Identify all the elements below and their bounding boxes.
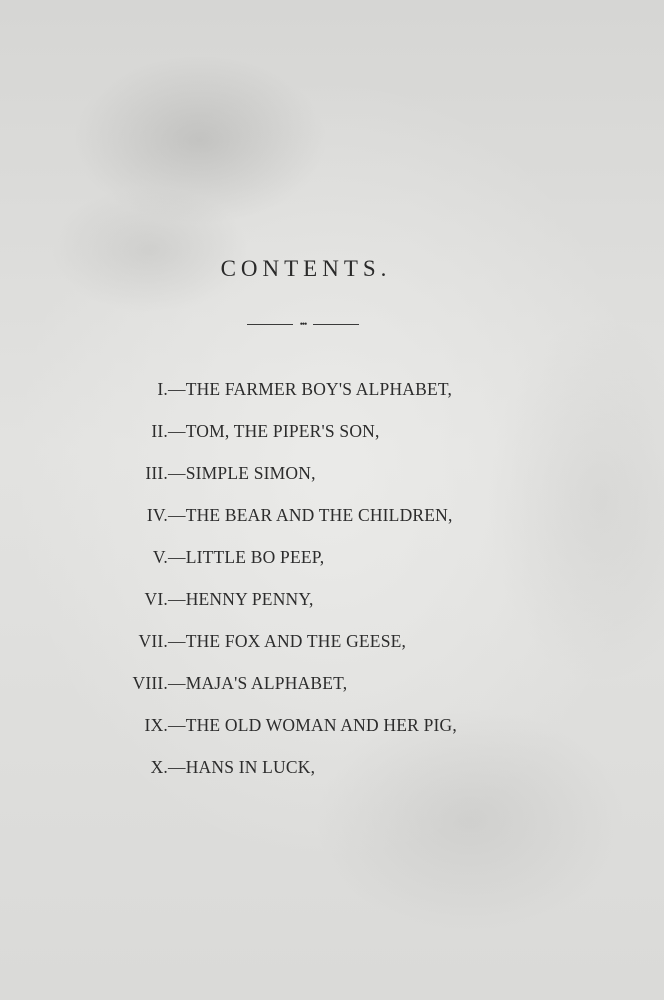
entry-numeral: VI.: [144, 588, 168, 609]
entry-title: LITTLE BO PEEP,: [185, 546, 325, 567]
entry-title: SIMPLE SIMON,: [185, 462, 316, 483]
ornament-rule-right: [313, 324, 359, 325]
entry-title: HANS IN LUCK,: [185, 756, 316, 777]
contents-entry: X. — HANS IN LUCK,: [0, 746, 664, 788]
contents-list: [0, 368, 664, 788]
entry-numeral: I.: [157, 378, 168, 399]
ornament-rule-left: [247, 324, 293, 325]
entry-title: THE BEAR AND THE CHILDREN,: [185, 504, 453, 525]
entry-numeral: VII.: [138, 630, 168, 651]
entry-title: TOM, THE PIPER'S SON,: [185, 420, 380, 441]
contents-entry: IV. — THE BEAR AND THE CHILDREN,: [0, 494, 664, 536]
entry-numeral: IV.: [146, 504, 168, 525]
entry-title: THE OLD WOMAN AND HER PIG,: [185, 714, 457, 735]
contents-entry: VII. — THE FOX AND THE GEESE,: [0, 620, 664, 662]
contents-entry: V. — LITTLE BO PEEP,: [0, 536, 664, 578]
entry-numeral: X.: [150, 756, 168, 777]
entry-numeral: III.: [145, 462, 168, 483]
contents-entry: VIII. — MAJA'S ALPHABET,: [0, 662, 664, 704]
entry-numeral: V.: [152, 546, 168, 567]
contents-entry: III. — SIMPLE SIMON,: [0, 452, 664, 494]
ornament-dots: •••: [299, 319, 307, 329]
entry-numeral: VIII.: [132, 672, 168, 693]
entry-title: THE FOX AND THE GEESE,: [185, 630, 407, 651]
entry-numeral: II.: [151, 420, 168, 441]
title-ornament: [247, 318, 359, 330]
entry-title: THE FARMER BOY'S ALPHABET,: [185, 378, 453, 399]
contents-entry: I. — THE FARMER BOY'S ALPHABET,: [0, 368, 664, 410]
entry-numeral: IX.: [144, 714, 168, 735]
entry-title: HENNY PENNY,: [185, 588, 314, 609]
contents-entry: IX. — THE OLD WOMAN AND HER PIG,: [0, 704, 664, 746]
entry-title: MAJA'S ALPHABET,: [185, 672, 348, 693]
page-title: CONTENTS.: [220, 256, 392, 281]
contents-entry: II. — TOM, THE PIPER'S SON,: [0, 410, 664, 452]
contents-entry: VI. — HENNY PENNY,: [0, 578, 664, 620]
